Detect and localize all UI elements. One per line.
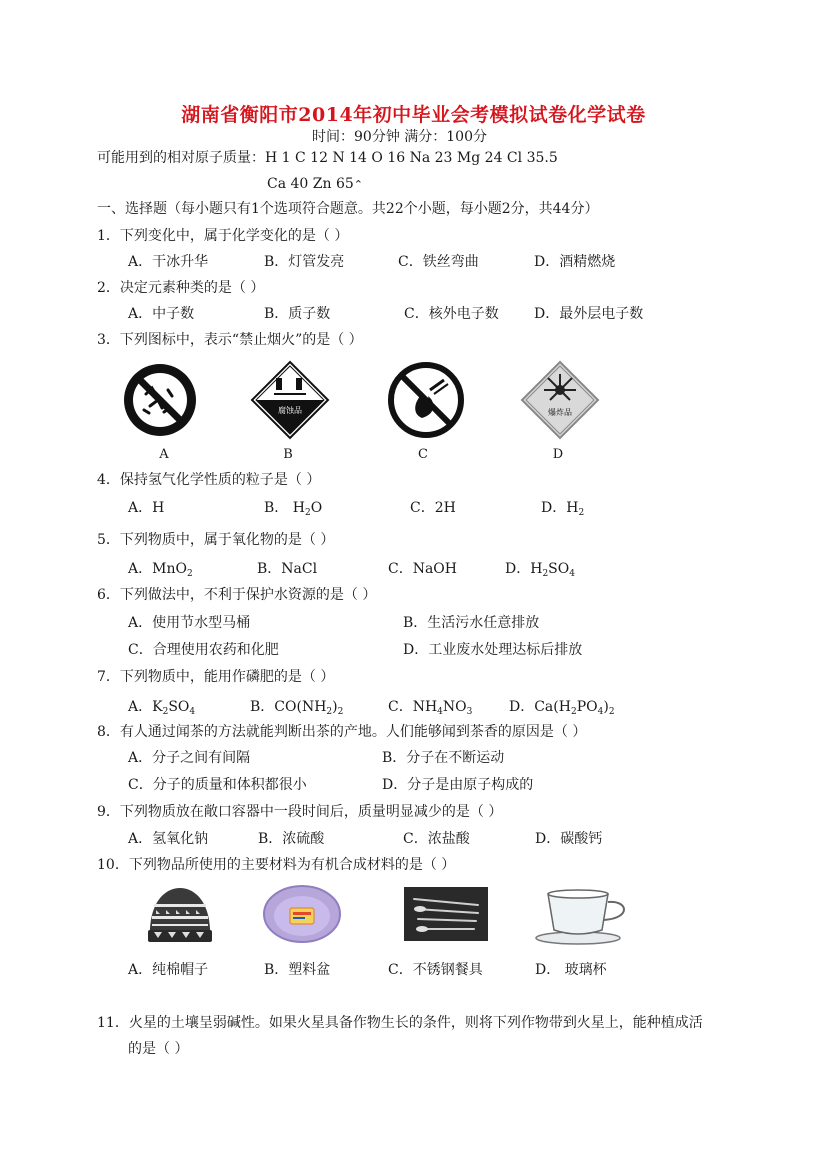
question-2-stem: 2．决定元素种类的是（ ） xyxy=(97,280,265,296)
q7-option-d: D．$Ca(H_2PO_4)_2$ xyxy=(509,699,615,717)
q3-label-b: B xyxy=(283,447,293,462)
q6-option-d: D．工业废水处理达标后排放 xyxy=(403,642,583,658)
q6-option-a: A．使用节水型马桶 xyxy=(128,615,251,631)
q7-option-b: B．$CO(NH_2)_2$ xyxy=(250,699,344,717)
q2-option-c: C．核外电子数 xyxy=(404,306,499,322)
explosive-sign-text: 爆炸品 xyxy=(548,408,572,417)
q3-label-d: D xyxy=(552,447,564,462)
question-6-stem: 6．下列做法中，不利于保护水资源的是（ ） xyxy=(97,587,377,603)
question-7-stem: 7．下列物质中，能用作磷肥的是（ ） xyxy=(97,669,335,685)
q10-option-d: D． 玻璃杯 xyxy=(535,962,607,978)
question-5-stem: 5．下列物质中，属于氧化物的是（ ） xyxy=(97,532,335,548)
corrosive-sign-text: 腐蚀品 xyxy=(278,406,302,415)
q10-option-a: A．纯棉帽子 xyxy=(128,962,209,978)
question-11-stem-cont: 的是（ ） xyxy=(128,1041,189,1057)
q6-option-c: C．合理使用农药和化肥 xyxy=(128,642,279,658)
q10-option-b: B．塑料盆 xyxy=(264,962,331,978)
question-3-stem: 3．下列图标中，表示“禁止烟火”的是（ ） xyxy=(97,332,363,348)
caret-icon: ⌃ xyxy=(353,178,364,191)
section-heading: 一、选择题（每小题只有1个选项符合题意。共22个小题，每小题2分，共44分） xyxy=(97,201,599,217)
q9-option-b: B．浓硫酸 xyxy=(258,831,325,847)
corrosive-sign-icon xyxy=(250,360,330,440)
q1-option-c: C．铁丝弯曲 xyxy=(398,254,479,270)
glass-cup-image xyxy=(532,884,636,946)
q9-option-d: D．碳酸钙 xyxy=(535,831,603,847)
question-9-stem: 9．下列物质放在敞口容器中一段时间后，质量明显减少的是（ ） xyxy=(97,804,503,820)
q5-option-a: A．MnO$_2$ xyxy=(128,561,193,579)
question-11-stem: 11．火星的土壤呈弱碱性。如果火星具备作物生长的条件，则将下列作物带到火星上，能种植成活 xyxy=(97,1015,703,1031)
question-10-stem: 10．下列物品所使用的主要材料为有机合成材料的是（ ） xyxy=(97,857,456,873)
q8-option-d: D．分子是由原子构成的 xyxy=(382,777,534,793)
q8-option-a: A．分子之间有间隔 xyxy=(128,750,251,766)
q2-option-d: D．最外层电子数 xyxy=(534,306,644,322)
stainless-cutlery-image xyxy=(404,887,488,941)
q3-label-c: C xyxy=(418,447,428,462)
question-1-stem: 1．下列变化中，属于化学变化的是（ ） xyxy=(97,228,349,244)
no-fireworks-sign-icon xyxy=(120,360,200,440)
q1-option-d: D．酒精燃烧 xyxy=(534,254,616,270)
q4-option-b: B． $H_2O$ xyxy=(264,500,323,518)
question-4-stem: 4．保持氢气化学性质的粒子是（ ） xyxy=(97,472,321,488)
q1-option-b: B．灯管发亮 xyxy=(264,254,345,270)
q7-option-c: C．$NH_4NO_3$ xyxy=(388,699,473,717)
q6-option-b: B．生活污水任意排放 xyxy=(403,615,540,631)
q1-option-a: A．干冰升华 xyxy=(128,254,209,270)
explosive-sign-icon xyxy=(520,360,600,440)
q5-option-d: D．$H_2SO_4$ xyxy=(505,561,575,579)
q9-option-a: A．氢氧化钠 xyxy=(128,831,209,847)
exam-title: 湖南省衡阳市2014年初中毕业会考模拟试卷化学试卷 xyxy=(181,104,646,126)
knit-hat-image xyxy=(144,884,216,946)
q8-option-b: B．分子在不断运动 xyxy=(382,750,505,766)
time-info: 时间：90分钟 满分：100分 xyxy=(312,129,487,145)
q4-option-a: A．H xyxy=(128,500,165,516)
q8-option-c: C．分子的质量和体积都很小 xyxy=(128,777,307,793)
plastic-basin-image xyxy=(262,884,342,946)
q2-option-b: B．质子数 xyxy=(264,306,331,322)
q9-option-c: C．浓盐酸 xyxy=(403,831,470,847)
q2-option-a: A．中子数 xyxy=(128,306,195,322)
atomic-mass-line-2: Ca 40 Zn 65⌃ xyxy=(267,176,364,192)
q5-option-b: B．NaCl xyxy=(257,561,318,577)
q7-option-a: A．$K_2SO_4$ xyxy=(128,699,196,717)
q3-label-a: A xyxy=(159,447,169,462)
no-fire-sign-icon xyxy=(386,360,466,440)
atomic-mass-line-1: 可能用到的相对原子质量：H 1 C 12 N 14 O 16 Na 23 Mg 24 Cl 35.5 xyxy=(97,150,558,166)
q4-option-d: D．$H_2$ xyxy=(541,500,585,518)
q5-option-c: C．NaOH xyxy=(388,561,457,577)
q4-option-c: C．2H xyxy=(410,500,456,516)
question-8-stem: 8．有人通过闻茶的方法就能判断出茶的产地。人们能够闻到茶香的原因是（ ） xyxy=(97,724,587,740)
q10-option-c: C．不锈钢餐具 xyxy=(388,962,483,978)
